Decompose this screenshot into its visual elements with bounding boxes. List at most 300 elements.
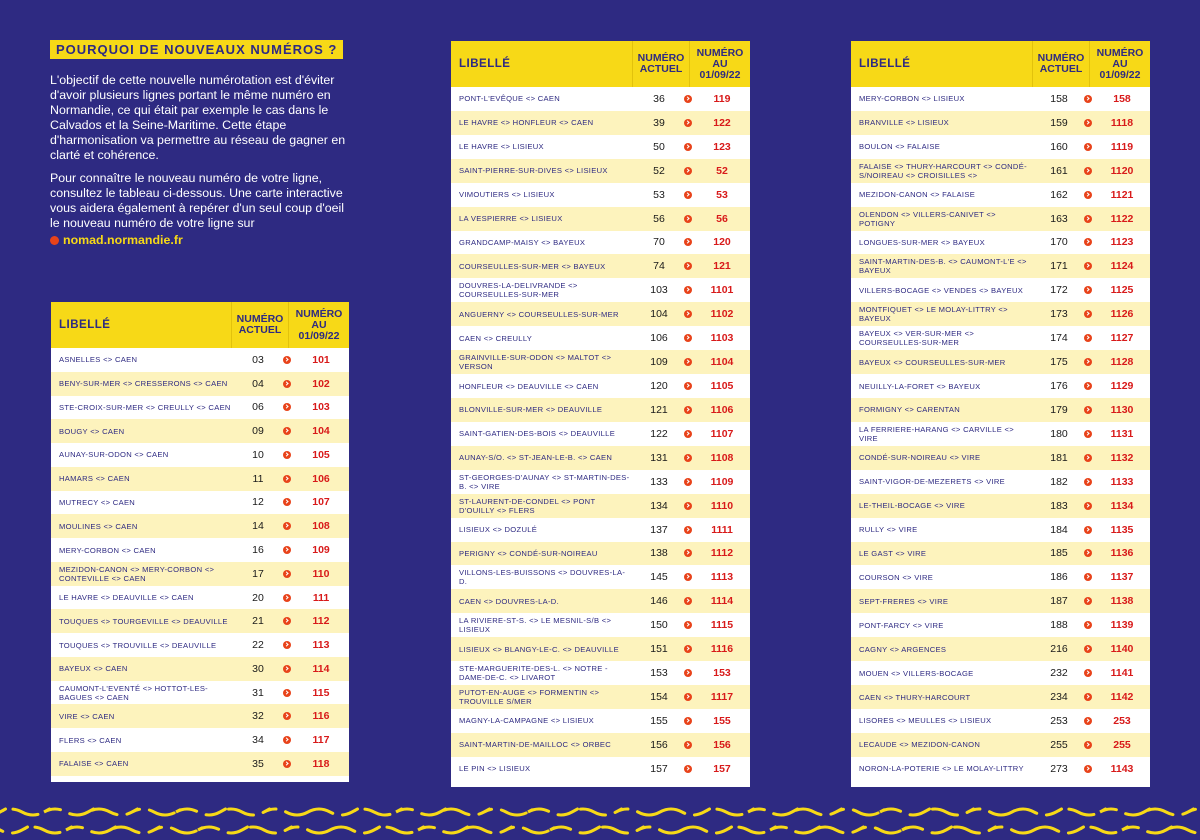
new-number: 103 — [312, 401, 330, 414]
header-new-line1: NUMÉRO — [295, 307, 343, 320]
arrow-right-icon — [684, 502, 692, 510]
current-number: 32 — [252, 710, 264, 723]
route-label: LE GAST <> VIRE — [859, 548, 927, 558]
table-row — [451, 135, 750, 159]
new-number: 107 — [312, 496, 330, 509]
arrow-right-icon — [1084, 310, 1092, 318]
arrow-right-icon — [283, 498, 291, 506]
new-number: 105 — [312, 448, 330, 461]
new-number: 113 — [312, 639, 330, 652]
arrow-right-icon — [684, 143, 692, 151]
current-number: 74 — [653, 260, 665, 273]
new-number: 119 — [713, 92, 731, 105]
table-row — [851, 326, 1150, 350]
route-label: HAMARS <> CAEN — [59, 474, 130, 484]
arrow-right-icon — [283, 665, 291, 673]
arrow-right-icon — [1084, 573, 1092, 581]
new-number: 1117 — [710, 691, 734, 703]
arrow-right-icon — [283, 451, 291, 459]
arrow-right-icon — [283, 712, 291, 720]
current-number: 173 — [1050, 308, 1068, 321]
arrow-cell — [1082, 95, 1094, 103]
table-row — [51, 467, 349, 491]
table-row — [51, 443, 349, 467]
new-number: 153 — [713, 667, 731, 680]
arrow-right-icon — [283, 546, 291, 554]
arrow-right-icon — [684, 478, 692, 486]
arrow-cell — [682, 693, 694, 701]
arrow-cell — [281, 546, 293, 554]
new-number: 53 — [716, 188, 728, 201]
table-row — [451, 87, 750, 111]
table-row — [851, 87, 1150, 111]
arrow-cell — [682, 95, 694, 103]
arrow-right-icon — [283, 380, 291, 388]
route-label: CAEN <> CREULLY — [459, 333, 533, 343]
arrow-right-icon — [684, 191, 692, 199]
header-current-line1: NUMÉRO — [1037, 52, 1085, 64]
arrow-cell — [682, 741, 694, 749]
wave-decoration — [0, 800, 1200, 840]
new-number: 1139 — [1110, 619, 1134, 632]
new-number: 122 — [713, 116, 731, 129]
current-number: 185 — [1050, 547, 1068, 560]
current-number: 16 — [252, 544, 264, 556]
table-row — [851, 231, 1150, 255]
new-number: 111 — [312, 591, 330, 604]
arrow-right-icon — [1084, 454, 1092, 462]
current-number: 06 — [252, 401, 264, 414]
current-number: 34 — [252, 734, 264, 747]
table-row — [51, 704, 349, 728]
arrow-cell — [682, 382, 694, 390]
new-number: 1140 — [1110, 643, 1134, 656]
current-number: 273 — [1050, 762, 1068, 775]
table-row — [851, 613, 1150, 637]
arrow-cell — [1082, 238, 1094, 246]
new-number: 1128 — [1110, 356, 1134, 369]
arrow-right-icon — [1084, 502, 1092, 510]
arrow-cell — [682, 478, 694, 486]
table-row — [851, 446, 1150, 470]
route-label: DOUVRES-LA-DELIVRANDE <> COURSEULLES-SUR-MER — [459, 281, 578, 300]
table-row — [451, 374, 750, 398]
new-number: 1126 — [1110, 308, 1134, 321]
new-number: 52 — [716, 164, 728, 177]
new-number: 1136 — [1110, 547, 1134, 560]
current-number: 162 — [1050, 188, 1068, 201]
table-row — [851, 350, 1150, 374]
new-number: 1122 — [1110, 212, 1134, 225]
route-label: MAGNY-LA-CAMPAGNE <> LISIEUX — [459, 716, 595, 726]
new-number: 118 — [312, 757, 330, 770]
table-row — [451, 231, 750, 255]
current-number: 103 — [650, 284, 668, 297]
route-label: LE-THEIL-BOCAGE <> VIRE — [859, 501, 966, 511]
arrow-right-icon — [684, 549, 692, 557]
arrow-right-icon — [1084, 621, 1092, 629]
arrow-right-icon — [1084, 358, 1092, 366]
route-label: VIRE <> CAEN — [59, 711, 115, 721]
arrow-cell — [1082, 430, 1094, 438]
new-number: 1123 — [1110, 236, 1134, 249]
current-number: 70 — [653, 236, 665, 249]
table-row — [51, 657, 349, 681]
arrow-right-icon — [283, 641, 291, 649]
new-number: 1124 — [1110, 260, 1134, 273]
route-label: MEZIDON-CANON <> FALAISE — [859, 190, 976, 200]
table-row — [451, 278, 750, 302]
new-number: 1118 — [1110, 116, 1134, 129]
header-current-line2: ACTUEL — [1039, 63, 1083, 75]
route-label: FALAISE <> THURY-HARCOURT <> CONDÉ-S/NOIREAU <> CROISILLES <> — [859, 161, 1027, 180]
arrow-cell — [682, 262, 694, 270]
table-row — [451, 111, 750, 135]
arrow-cell — [281, 712, 293, 720]
arrow-cell — [1082, 621, 1094, 629]
arrow-right-icon — [283, 522, 291, 530]
table-row — [451, 565, 750, 589]
header-libelle: LIBELLÉ — [859, 58, 911, 70]
arrow-cell — [1082, 526, 1094, 534]
route-label: PERIGNY <> CONDÉ-SUR-NOIREAU — [459, 548, 598, 558]
arrow-cell — [281, 403, 293, 411]
current-number: 161 — [1050, 164, 1068, 177]
new-number: 158 — [1113, 92, 1131, 105]
route-label: MONTFIQUET <> LE MOLAY-LITTRY <> BAYEUX — [859, 305, 1008, 324]
arrow-right-icon — [1084, 191, 1092, 199]
current-number: 181 — [1050, 451, 1068, 464]
arrow-cell — [682, 406, 694, 414]
route-label: LONGUES-SUR-MER <> BAYEUX — [859, 237, 985, 247]
current-number: 171 — [1050, 260, 1068, 273]
current-number: 22 — [252, 639, 264, 652]
route-label: BAYEUX <> CAEN — [59, 664, 128, 674]
new-number: 1110 — [710, 499, 734, 512]
table-row — [51, 752, 349, 776]
arrow-right-icon — [684, 621, 692, 629]
current-number: 133 — [650, 475, 668, 488]
table-row — [451, 470, 750, 494]
header-current-number — [231, 302, 288, 348]
route-label: BLONVILLE-SUR-MER <> DEAUVILLE — [459, 405, 603, 415]
arrow-right-icon — [684, 382, 692, 390]
new-number: 117 — [312, 734, 330, 747]
route-label: BAYEUX <> COURSEULLES-SUR-MER — [859, 357, 1006, 367]
current-number: 158 — [1050, 92, 1068, 105]
current-number: 153 — [650, 667, 668, 680]
header-libelle: LIBELLÉ — [59, 319, 111, 331]
arrow-cell — [682, 526, 694, 534]
header-current-line2: ACTUEL — [238, 324, 282, 336]
arrow-cell — [1082, 765, 1094, 773]
arrow-right-icon — [283, 736, 291, 744]
arrow-cell — [1082, 454, 1094, 462]
route-label: VILLONS-LES-BUISSONS <> DOUVRES-LA-D. — [459, 568, 626, 587]
route-label: TOUQUES <> TOURGEVILLE <> DEAUVILLE — [59, 616, 228, 626]
table-row — [51, 491, 349, 515]
arrow-cell — [1082, 573, 1094, 581]
new-number: 1101 — [710, 284, 734, 297]
arrow-cell — [1082, 406, 1094, 414]
arrow-right-icon — [1084, 167, 1092, 175]
arrow-right-icon — [1084, 765, 1092, 773]
table-row — [51, 728, 349, 752]
new-number: 116 — [312, 710, 330, 723]
current-number: 146 — [650, 595, 668, 608]
current-number: 154 — [650, 691, 668, 703]
table-row — [851, 278, 1150, 302]
table-row — [451, 254, 750, 278]
new-number: 1120 — [1110, 164, 1134, 177]
route-label: SAINT-PIERRE-SUR-DIVES <> LISIEUX — [459, 166, 608, 176]
route-label: LISIEUX <> DOZULÉ — [459, 525, 538, 535]
table-row — [851, 374, 1150, 398]
table-row — [851, 254, 1150, 278]
table-header — [51, 302, 349, 348]
arrow-right-icon — [283, 617, 291, 625]
route-label: LE HAVRE <> HONFLEUR <> CAEN — [459, 118, 594, 128]
route-label: ST-LAURENT-DE-CONDEL <> PONT D'OUILLY <> FLERS — [459, 496, 596, 515]
table-row — [851, 589, 1150, 613]
route-label: HONFLEUR <> DEAUVILLE <> CAEN — [459, 381, 599, 391]
arrow-cell — [682, 119, 694, 127]
current-number: 160 — [1050, 140, 1068, 153]
arrow-cell — [1082, 669, 1094, 677]
current-number: 20 — [252, 591, 264, 604]
current-number: 159 — [1050, 116, 1068, 129]
current-number: 182 — [1050, 475, 1068, 488]
intro-instructions: Pour connaître le nouveau numéro de votre ligne, consultez le tableau ci-dessous. Une carte interactive vous aidera également à repérer d'un seul coup d'oeil le nouveau numéro de votre ligne sur — [50, 171, 345, 230]
route-label: BRANVILLE <> LISIEUX — [859, 118, 949, 128]
route-label: MUTRECY <> CAEN — [59, 497, 136, 507]
arrow-cell — [682, 645, 694, 653]
arrow-right-icon — [1084, 645, 1092, 653]
new-number: 1134 — [1110, 499, 1134, 512]
arrow-right-icon — [684, 645, 692, 653]
new-number: 1115 — [710, 619, 734, 632]
arrow-cell — [281, 689, 293, 697]
arrow-right-icon — [684, 286, 692, 294]
route-label: STE-MARGUERITE-DES-L. <> NOTRE -DAME-DE-C. <> LIVAROT — [459, 664, 608, 683]
route-label: FLERS <> CAEN — [59, 735, 122, 745]
new-number: 1133 — [1110, 475, 1134, 488]
arrow-right-icon — [684, 262, 692, 270]
current-number: 131 — [650, 451, 668, 464]
arrow-cell — [1082, 119, 1094, 127]
arrow-cell — [1082, 502, 1094, 510]
arrow-cell — [281, 522, 293, 530]
current-number: 180 — [1050, 427, 1068, 440]
table-row — [451, 326, 750, 350]
table-row — [451, 661, 750, 685]
arrow-right-icon — [1084, 238, 1092, 246]
route-label: LISORES <> MEULLES <> LISIEUX — [859, 716, 992, 726]
table-row — [451, 446, 750, 470]
arrow-cell — [281, 641, 293, 649]
current-number: 186 — [1050, 571, 1068, 584]
current-number: 184 — [1050, 523, 1068, 536]
current-number: 234 — [1050, 691, 1068, 703]
new-number: 56 — [716, 212, 728, 225]
table-row — [851, 159, 1150, 183]
arrow-right-icon — [1084, 549, 1092, 557]
table-row — [51, 396, 349, 420]
arrow-icon — [50, 236, 59, 245]
table-row — [51, 609, 349, 633]
table-row — [451, 422, 750, 446]
route-label: PONT-FARCY <> VIRE — [859, 620, 944, 630]
current-number: 121 — [650, 403, 668, 416]
new-number: 114 — [312, 662, 330, 675]
current-number: 12 — [252, 496, 264, 509]
new-number: 1102 — [710, 308, 734, 321]
current-number: 11 — [252, 472, 264, 485]
route-label: FORMIGNY <> CARENTAN — [859, 405, 961, 415]
arrow-right-icon — [684, 238, 692, 246]
new-number: 1142 — [1110, 691, 1134, 703]
intro-section — [50, 40, 350, 247]
current-number: 145 — [650, 571, 668, 584]
arrow-cell — [1082, 741, 1094, 749]
route-label: OLENDON <> VILLERS-CANIVET <> POTIGNY — [859, 209, 996, 228]
header-current-number — [632, 41, 689, 87]
arrow-right-icon — [684, 526, 692, 534]
header-new-line3: 01/09/22 — [298, 329, 340, 342]
table-row — [451, 709, 750, 733]
new-number: 1103 — [710, 332, 734, 345]
table-row — [451, 637, 750, 661]
current-number: 36 — [653, 92, 665, 105]
route-label: RULLY <> VIRE — [859, 525, 918, 535]
nomad-link[interactable] — [50, 233, 350, 247]
current-number: 175 — [1050, 356, 1068, 369]
arrow-right-icon — [684, 119, 692, 127]
table-row — [851, 518, 1150, 542]
arrow-cell — [1082, 478, 1094, 486]
new-number: 1135 — [1110, 523, 1134, 536]
arrow-right-icon — [1084, 717, 1092, 725]
header-new-line2: AU — [1112, 57, 1128, 70]
arrow-right-icon — [1084, 262, 1092, 270]
arrow-cell — [281, 570, 293, 578]
new-number: 1119 — [1110, 140, 1134, 153]
current-number: 174 — [1050, 332, 1068, 345]
arrow-cell — [281, 760, 293, 768]
route-label: VIMOUTIERS <> LISIEUX — [459, 190, 555, 200]
current-number: 157 — [650, 762, 668, 775]
new-number: 112 — [312, 615, 330, 628]
new-number: 157 — [713, 762, 731, 775]
current-number: 155 — [650, 714, 668, 727]
arrow-cell — [281, 736, 293, 744]
route-label: LISIEUX <> BLANGY-LE-C. <> DEAUVILLE — [459, 644, 619, 654]
table-row — [851, 542, 1150, 566]
arrow-cell — [281, 617, 293, 625]
new-number: 115 — [312, 686, 330, 699]
arrow-cell — [682, 669, 694, 677]
arrow-right-icon — [1084, 526, 1092, 534]
arrow-cell — [682, 549, 694, 557]
arrow-cell — [1082, 286, 1094, 294]
arrow-right-icon — [684, 167, 692, 175]
current-number: 52 — [653, 164, 665, 177]
route-label: ASNELLES <> CAEN — [59, 355, 138, 365]
arrow-cell — [1082, 358, 1094, 366]
route-label: TOUQUES <> TROUVILLE <> DEAUVILLE — [59, 640, 217, 650]
new-number: 120 — [713, 236, 731, 249]
new-number: 155 — [713, 714, 731, 727]
route-label: LE HAVRE <> LISIEUX — [459, 142, 544, 152]
current-number: 255 — [1050, 738, 1068, 751]
table-right — [851, 41, 1150, 787]
new-number: 1130 — [1110, 403, 1134, 416]
new-number: 1107 — [710, 427, 734, 440]
table-row — [51, 681, 349, 705]
route-label: SEPT-FRERES <> VIRE — [859, 596, 949, 606]
arrow-right-icon — [1084, 430, 1092, 438]
new-number: 1129 — [1110, 380, 1134, 393]
new-number: 1109 — [710, 475, 734, 488]
arrow-cell — [281, 427, 293, 435]
arrow-cell — [281, 475, 293, 483]
route-label: LECAUDE <> MEZIDON-CANON — [859, 740, 981, 750]
arrow-right-icon — [1084, 669, 1092, 677]
arrow-right-icon — [1084, 334, 1092, 342]
table-row — [51, 586, 349, 610]
table-row — [51, 348, 349, 372]
route-label: BOUGY <> CAEN — [59, 426, 125, 436]
arrow-cell — [1082, 167, 1094, 175]
arrow-cell — [281, 451, 293, 459]
table-row — [851, 757, 1150, 781]
current-number: 179 — [1050, 403, 1068, 416]
route-label: CAEN <> DOUVRES-LA-D. — [459, 596, 559, 606]
arrow-right-icon — [283, 689, 291, 697]
route-label: SAINT-MARTIN-DE-MAILLOC <> ORBEC — [459, 740, 612, 750]
route-label: PONT-L'EVÊQUE <> CAEN — [459, 94, 561, 104]
route-label: CONDÉ-SUR-NOIREAU <> VIRE — [859, 453, 981, 463]
route-label: ANGUERNY <> COURSEULLES-SUR-MER — [459, 309, 619, 319]
header-current-line1: NUMÉRO — [637, 52, 685, 64]
new-number: 1108 — [710, 451, 734, 464]
current-number: 104 — [650, 308, 668, 321]
arrow-cell — [281, 498, 293, 506]
route-label: LA FERRIERE-HARANG <> CARVILLE <> VIRE — [859, 424, 1014, 443]
table-left — [51, 302, 349, 782]
arrow-right-icon — [684, 215, 692, 223]
arrow-right-icon — [684, 310, 692, 318]
new-number: 109 — [312, 544, 330, 556]
current-number: 188 — [1050, 619, 1068, 632]
arrow-cell — [682, 334, 694, 342]
arrow-cell — [1082, 191, 1094, 199]
arrow-right-icon — [283, 403, 291, 411]
table-row — [51, 562, 349, 586]
arrow-cell — [1082, 215, 1094, 223]
current-number: 39 — [653, 116, 665, 129]
table-row — [451, 494, 750, 518]
route-label: COURSON <> VIRE — [859, 572, 934, 582]
route-label: LE HAVRE <> DEAUVILLE <> CAEN — [59, 593, 194, 603]
new-number: 1106 — [710, 403, 734, 416]
arrow-cell — [1082, 597, 1094, 605]
header-new-number — [1089, 41, 1150, 87]
intro-paragraph: L'objectif de cette nouvelle numérotation est d'éviter d'avoir plusieurs lignes portant le même numéro en Normandie, ce qui était par exemple le cas dans le Calvados et la Seine-Maritime. Cette étape d'harmonisation va permettre au réseau de gagner en clarté et cohérence. — [50, 73, 346, 162]
arrow-cell — [682, 286, 694, 294]
new-number: 1121 — [1110, 188, 1134, 201]
arrow-cell — [682, 597, 694, 605]
